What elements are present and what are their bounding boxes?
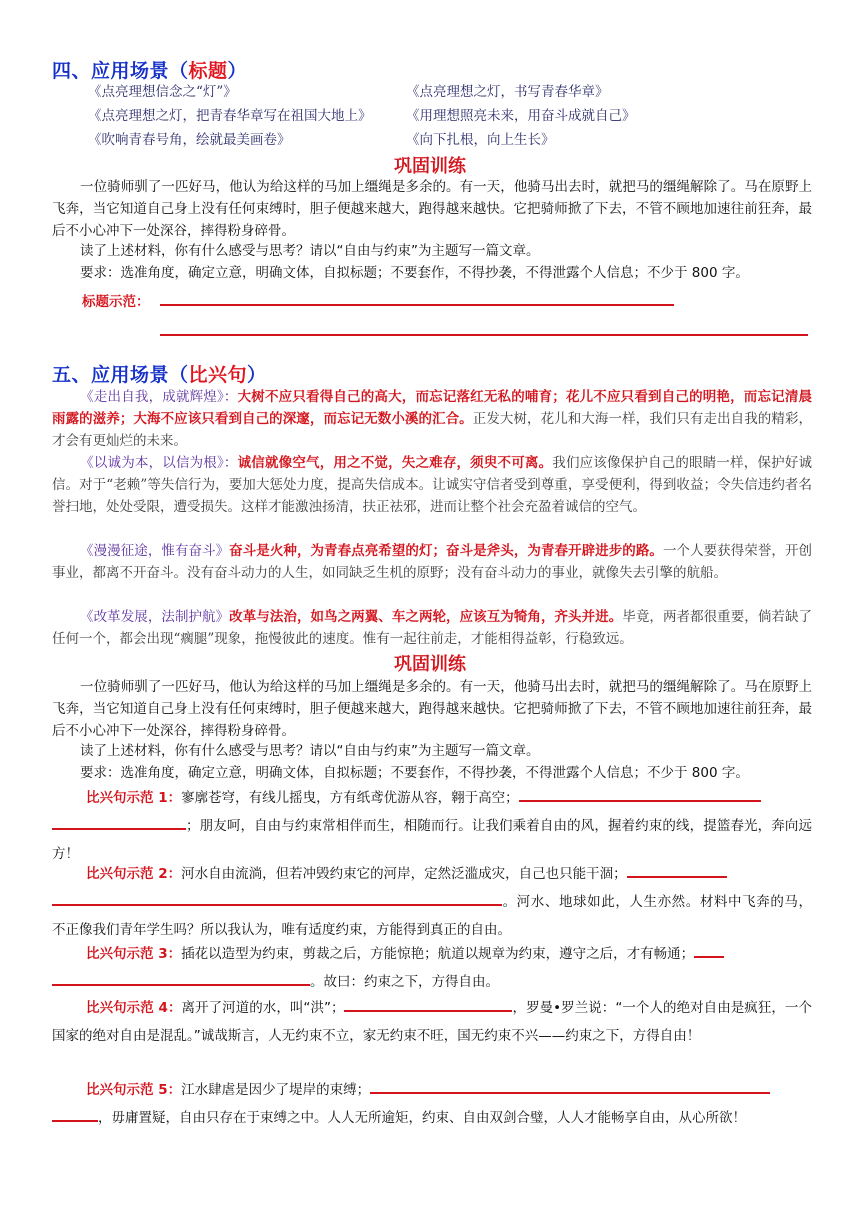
bixing-demo-text: 插花以造型为约束，剪裁之后，方能惊艳；航道以规章为约束，遵守之后，才有畅通； (181, 946, 695, 962)
title-example: 《用理想照亮未来，用奋斗成就自己》 (406, 108, 636, 124)
section-4-title (52, 56, 247, 83)
title-example: 《吹响青春号角，绘就最美画卷》 (88, 132, 291, 148)
example-1 (52, 386, 812, 452)
section-4-title-text: 四、应用场景（ (52, 60, 189, 82)
drill-2-material-text: 一位骑师驯了一匹好马，他认为给这样的马加上缰绳是多余的。有一天，他骑马出去时，就把马的缰绳解除了。马在原野上飞奔，当它知道自己身上没有任何束缚时，胆子便越来越大，跑得越来越快。它把骑师掀了下去，不管不顾地加速往前狂奔，最后不小心冲下一处深谷，摔得粉身碎骨。 (52, 679, 812, 739)
bixing-blank[interactable] (627, 862, 727, 878)
title-demo-label: 标题示范： (82, 294, 150, 310)
section-5-title-text: 五、应用场景（ (52, 364, 189, 386)
section-5-title (52, 360, 267, 387)
bixing-demo-text: 河水自由流淌，但若冲毁约束它的河岸，定然泛滥成灾，自己也只能干涸； (181, 866, 627, 882)
section-4-title-highlight: 标题 (188, 60, 228, 82)
bixing-demo-text: 寥廓苍穹，有线儿摇曳，方有纸鸢优游从容，翱于高空； (181, 790, 519, 806)
example-book-title: 《漫漫征途，惟有奋斗》 (80, 543, 230, 559)
bixing-demo-1 (52, 784, 812, 868)
example-body: 我们应该像保护自己的眼睛一样，保护好诚信。对于“老赖”等失信行为，要加大惩处力度，提高失信成本。让诚实守信者受到尊重，享受便利，得到收益；令失信违约者名誉扫地，处处受限，遭受损失。这样才能激浊扬清，扶正祛邪，进而让整个社会充盈着诚信的空气。 (52, 455, 813, 515)
bixing-demo-2 (52, 860, 812, 944)
example-book-title: 《以诚为本，以信为根》： (80, 455, 238, 471)
example-highlight: 大树不应只看得自己的高大，而忘记落红无私的哺育；花儿不应只看到自己的明艳，而忘记清晨雨露的滋养；大海不应该只看到自己的深邃，而忘记无数小溪的汇合。 (52, 389, 813, 427)
example-body: 正发大树，花儿和大海一样，我们只有走出自我的精彩，才会有更灿烂的未来。 (52, 411, 813, 449)
bixing-demo-text: 江水肆虐是因少了堤岸的束缚； (181, 1082, 371, 1098)
example-highlight: 奋斗是火种，为青春点亮希望的灯；奋斗是斧头，为青春开辟进步的路。 (229, 543, 663, 559)
title-examples (88, 80, 808, 152)
title-example: 《点亮理想信念之“灯”》 (88, 84, 237, 100)
bixing-blank[interactable] (519, 786, 761, 802)
bixing-demo-4 (52, 994, 812, 1050)
bixing-demo-text: 。河水、地球如此，人生亦然。材料中飞奔的马，不正像我们青年学生吗？所以我认为，唯有适度约束，方能得到真正的自由。 (52, 894, 812, 938)
bixing-blank[interactable] (52, 970, 310, 986)
bixing-demo-label: 比兴句示范 3： (86, 946, 182, 962)
bixing-demo-5 (52, 1076, 812, 1132)
example-body: 毕竟，两者都很重要，倘若缺了任何一个，都会出现“瘸腿”现象，拖慢彼此的速度。惟有一起往前走，才能相得益彰，行稳致远。 (52, 609, 813, 647)
title-answer-line-1[interactable] (160, 304, 674, 306)
bixing-demo-text: 离开了河道的水，叫“洪”； (181, 1000, 345, 1016)
example-3 (52, 540, 812, 584)
title-row (88, 128, 808, 152)
drill-heading-1: 巩固训练 (394, 156, 466, 177)
bixing-demo-text: ，罗曼•罗兰说：“一个人的绝对自由是疯狂，一个国家的绝对自由是混乱。”诚哉斯言，人无约束不立，家无约束不旺，国无约束不兴——约束之下，方得自由！ (52, 1000, 812, 1044)
section-5-title-highlight: 比兴句 (188, 364, 248, 386)
example-body: 一个人要获得荣誉，开创事业，都离不开奋斗。没有奋斗动力的人生，如同缺乏生机的原野；没有奋斗动力的事业，就像失去引擎的航船。 (52, 543, 813, 581)
bixing-demo-label: 比兴句示范 5： (86, 1082, 182, 1098)
title-demo-row (82, 291, 822, 313)
title-row (88, 104, 808, 128)
bixing-demo-text: ；朋友呵，自由与约束常相伴而生，相随而行。让我们乘着自由的风，握着约束的线，提篮春光，奔向远方！ (52, 818, 812, 862)
example-4 (52, 606, 812, 650)
drill-1-material (52, 176, 812, 242)
title-example: 《点亮理想之灯，书写青春华章》 (406, 84, 609, 100)
title-example: 《向下扎根，向上生长》 (406, 132, 555, 148)
section-5-title-end: ） (247, 364, 267, 386)
drill-2-prompt: 读了上述材料，你有什么感受与思考？请以“自由与约束”为主题写一篇文章。 (80, 743, 540, 759)
example-2 (52, 452, 812, 518)
bixing-demo-label: 比兴句示范 1： (86, 790, 182, 806)
bixing-demo-text: ，毋庸置疑，自由只存在于束缚之中。人人无所逾矩，约束、自由双剑合璧，人人才能畅享自由，从心所欲！ (98, 1110, 746, 1126)
title-answer-line-2[interactable] (160, 334, 808, 336)
title-example: 《点亮理想之灯，把青春华章写在祖国大地上》 (88, 108, 372, 124)
section-4-title-end: ） (227, 60, 248, 82)
bixing-blank[interactable] (370, 1078, 770, 1094)
bixing-blank[interactable] (52, 814, 186, 830)
bixing-blank[interactable] (694, 942, 724, 958)
bixing-demo-label: 比兴句示范 4： (86, 1000, 182, 1016)
bixing-blank[interactable] (52, 1106, 98, 1122)
drill-2-requirement: 要求：选准角度，确定立意，明确文体，自拟标题；不要套作，不得抄袭，不得泄露个人信息；不少于 800 字。 (80, 765, 749, 781)
example-highlight: 诚信就像空气，用之不觉，失之难存，须臾不可离。 (237, 455, 553, 471)
bixing-demo-3 (52, 940, 812, 996)
bixing-demo-label: 比兴句示范 2： (86, 866, 182, 882)
drill-1-requirement: 要求：选准角度，确定立意，明确文体，自拟标题；不要套作，不得抄袭，不得泄露个人信息；不少于 800 字。 (80, 265, 749, 281)
bixing-demo-text: 。故曰：约束之下，方得自由。 (310, 974, 499, 990)
title-row (88, 80, 808, 104)
example-book-title: 《走出自我，成就辉煌》： (80, 389, 238, 405)
drill-1-material-text: 一位骑师驯了一匹好马，他认为给这样的马加上缰绳是多余的。有一天，他骑马出去时，就把马的缰绳解除了。马在原野上飞奔，当它知道自己身上没有任何束缚时，胆子便越来越大，跑得越来越快。它把骑师掀了下去，不管不顾地加速往前狂奔，最后不小心冲下一处深谷，摔得粉身碎骨。 (52, 179, 812, 239)
bixing-blank[interactable] (52, 890, 502, 906)
drill-2-material (52, 676, 812, 742)
example-highlight: 改革与法治，如鸟之两翼、车之两轮，应该互为犄角，齐头并进。 (229, 609, 623, 625)
example-book-title: 《改革发展，法制护航》 (80, 609, 230, 625)
bixing-blank[interactable] (344, 996, 512, 1012)
drill-1-prompt: 读了上述材料，你有什么感受与思考？请以“自由与约束”为主题写一篇文章。 (80, 243, 540, 259)
drill-heading-2: 巩固训练 (394, 654, 466, 675)
